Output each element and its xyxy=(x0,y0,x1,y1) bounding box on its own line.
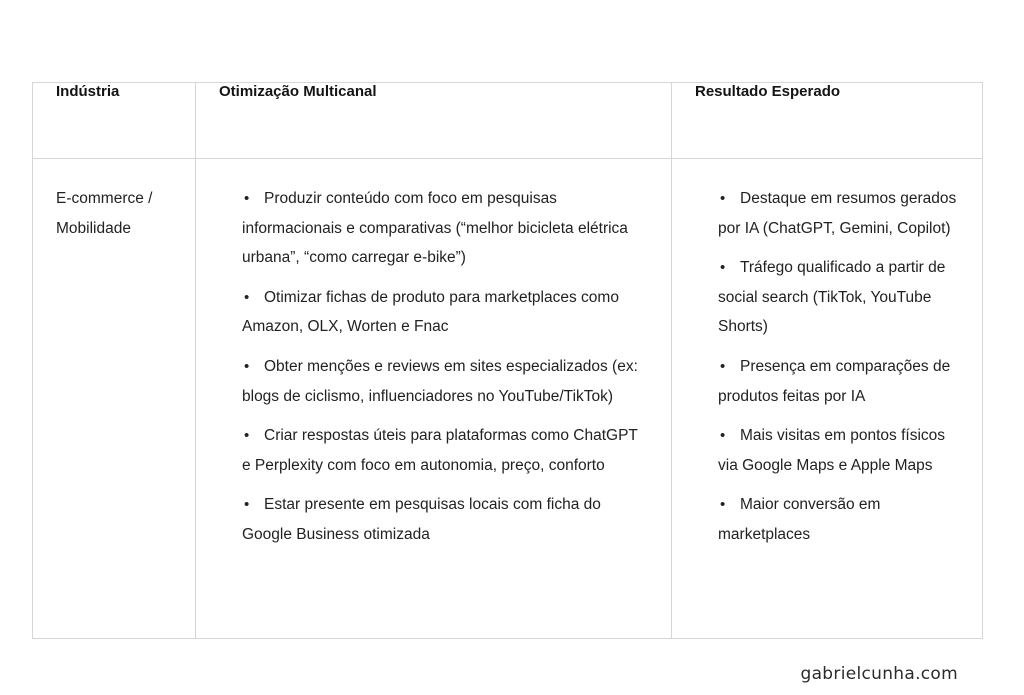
optimization-list xyxy=(219,184,648,550)
bullet-icon: • xyxy=(244,357,250,375)
table-header xyxy=(33,83,983,159)
header-industry: Indústria xyxy=(33,83,196,159)
list-item xyxy=(242,352,648,411)
list-item-text: Tráfego qualificado a partir de social search (TikTok, YouTube Shorts) xyxy=(718,259,946,336)
header-result: Resultado Esperado xyxy=(672,83,983,159)
table-body xyxy=(33,159,983,639)
list-item-text: Produzir conteúdo com foco em pesquisas informacionais e comparativas (“melhor bicicleta elétrica urbana”, “como carregar e-bike”) xyxy=(242,190,628,267)
industry-cell: E-commerce / Mobilidade xyxy=(33,159,196,639)
list-item-text: Criar respostas úteis para plataformas como ChatGPT e Perplexity com foco em autonomia, preço, conforto xyxy=(242,427,638,474)
result-cell xyxy=(672,159,983,639)
list-item xyxy=(242,184,648,273)
result-list xyxy=(695,184,959,550)
optimization-cell xyxy=(196,159,672,639)
bullet-icon: • xyxy=(720,357,726,375)
list-item-text: Maior conversão em marketplaces xyxy=(718,496,881,543)
list-item xyxy=(242,490,648,549)
bullet-icon: • xyxy=(720,427,726,445)
list-item xyxy=(242,421,648,480)
list-item-text: Mais visitas em pontos físicos via Google Maps e Apple Maps xyxy=(718,427,946,474)
list-item xyxy=(718,421,959,480)
list-item-text: Presença em comparações de produtos feitas por IA xyxy=(718,357,951,405)
bullet-icon: • xyxy=(720,259,726,277)
list-item-text: Otimizar fichas de produto para marketplaces como Amazon, OLX, Worten e Fnac xyxy=(242,288,619,336)
bullet-icon: • xyxy=(244,496,250,514)
list-item xyxy=(242,283,648,342)
list-item-text: Destaque em resumos gerados por IA (ChatGPT, Gemini, Copilot) xyxy=(718,190,957,237)
bullet-icon: • xyxy=(720,190,726,207)
list-item-text: Obter menções e reviews em sites especializados (ex: blogs de ciclismo, influenciadores no YouTube/TikTok) xyxy=(242,357,638,405)
list-item xyxy=(718,352,959,411)
strategy-table xyxy=(32,82,983,639)
table-row xyxy=(33,159,983,639)
list-item xyxy=(718,184,959,243)
bullet-icon: • xyxy=(244,427,250,445)
list-item xyxy=(718,490,959,549)
header-row xyxy=(33,83,983,159)
bullet-icon: • xyxy=(720,496,726,514)
site-watermark: gabrielcunha.com xyxy=(800,664,958,684)
bullet-icon: • xyxy=(244,190,250,207)
list-item-text: Estar presente em pesquisas locais com ficha do Google Business otimizada xyxy=(242,496,601,543)
list-item xyxy=(718,253,959,342)
header-optimization: Otimização Multicanal xyxy=(196,83,672,159)
bullet-icon: • xyxy=(244,288,250,306)
